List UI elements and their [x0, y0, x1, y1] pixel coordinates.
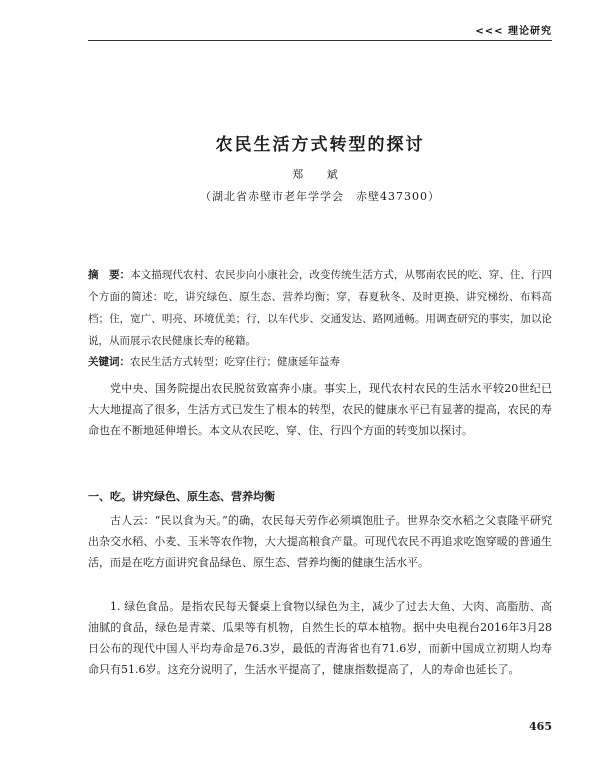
- article-author: 郑 斌: [292, 168, 348, 181]
- abstract-label: 摘 要：: [88, 269, 131, 281]
- header-rule: [88, 40, 552, 41]
- section-paragraph-text: 古人云：“民以食为天。”的确，农民每天劳作必须填饱肚子。世界杂交水稻之父袁隆平研究出杂交水稻、小麦、玉米等农作物，大大提高粮食产量。可现代农民不再追求吃饱穿暖的普通生活，而是在吃方面讲究食品绿色、原生态、营养均衡的健康生活水平。: [88, 514, 552, 569]
- abstract-text: 本文描现代农村、农民步向小康社会，改变传统生活方式，从鄂南农民的吃、穿、住、行四个方面的简述：吃，讲究绿色、原生态、营养均衡；穿，春夏秋冬、及时更换、讲究梯纷、布料高档；住，宽广、明亮、环境优美；行，以车代步、交通发达、路网通畅。用调查研究的事实，加以论说，从而展示农民健康长寿的秘籍。: [88, 269, 552, 347]
- running-header: <<< 理论研究: [475, 26, 552, 37]
- keywords: [88, 352, 552, 372]
- green-food-text: 1. 绿色食品。是指农民每天餐桌上食物以绿色为主，减少了过去大鱼、大肉、高脂肪、高油腻的食品，绿色是青菜、瓜果等有机物，自然生长的草本植物。据中央电视台2016年3月28日公布的现代中国人平均寿命是76.3岁，最低的青海省也有71.6岁，而新中国成立初期人均寿命只有51.6岁。这充分说明了，生活水平提高了，健康指数提高了，人的寿命也延长了。: [88, 600, 552, 676]
- intro-text: 党中央、国务院提出农民脱贫致富奔小康。事实上，现代农村农民的生活水平较20世纪已大大地提高了很多，生活方式已发生了根本的转型，农民的健康水平已有显著的提高，农民的寿命也在不断地延伸增长。本文从农民吃、穿、住、行四个方面的转变加以探讨。: [88, 382, 552, 437]
- author-affiliation: （湖北省赤壁市老年学学会 赤壁437300）: [200, 190, 440, 203]
- intro-paragraph: [88, 378, 552, 441]
- keywords-label: 关键词：: [88, 356, 130, 368]
- abstract: [88, 264, 552, 352]
- section-heading: 一、吃。讲究绿色、原生态、营养均衡: [88, 490, 275, 503]
- keywords-text: 农民生活方式转型；吃穿住行；健康延年益寿: [130, 356, 340, 368]
- section-paragraph: [88, 510, 552, 573]
- green-food-paragraph: [88, 596, 552, 680]
- page-number: 465: [529, 720, 552, 733]
- article-title: 农民生活方式转型的探讨: [215, 135, 425, 155]
